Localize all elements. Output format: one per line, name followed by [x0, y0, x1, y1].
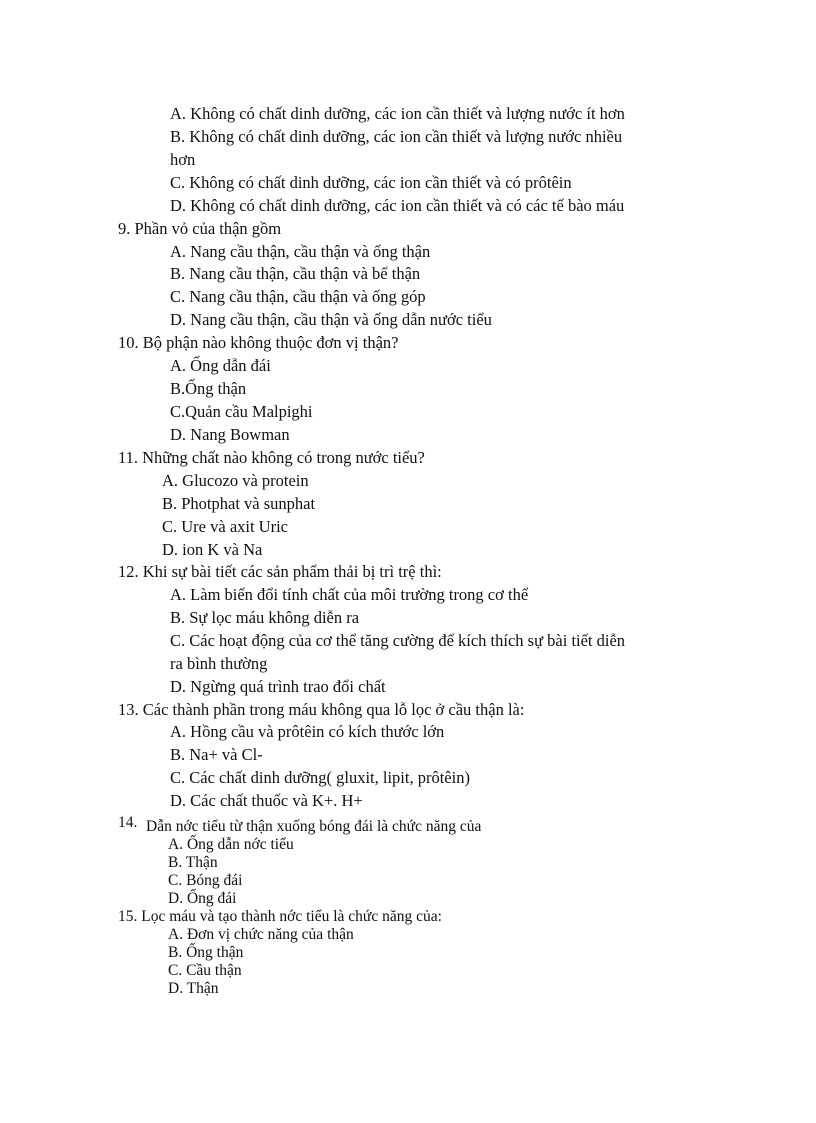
q14-option-d: D. Ống đái — [168, 890, 237, 907]
q12-option-d: D. Ngừng quá trình trao đổi chất — [170, 677, 386, 696]
q13-option-b: B. Na+ và Cl- — [170, 745, 263, 764]
q13-option-a: A. Hồng cầu và prôtêin có kích thước lớn — [170, 722, 445, 741]
q9-question: 9. Phần vỏ của thận gồm — [118, 219, 282, 238]
q11-option-d: D. ion K và Na — [162, 540, 263, 559]
q9-option-a: A. Nang cầu thận, cầu thận và ống thận — [170, 242, 431, 261]
q13-question: 13. Các thành phần trong máu không qua lỗ lọc ở cầu thận là: — [118, 700, 525, 719]
q15-option-a: A. Đơn vị chức năng của thận — [168, 926, 354, 943]
q8-option-b: B. Không có chất dinh dưỡng, các ion cần thiết và lượng nước nhiều — [170, 127, 623, 146]
q11-option-b: B. Photphat và sunphat — [162, 494, 316, 513]
q15-option-d: D. Thận — [168, 980, 219, 997]
q8-option-d: D. Không có chất dinh dưỡng, các ion cần thiết và có các tế bào máu — [170, 196, 625, 215]
q8-option-b-cont: hơn — [170, 150, 196, 169]
q14-option-c: C. Bóng đái — [168, 872, 243, 889]
q10-option-b: B.Ống thận — [170, 379, 247, 398]
q8-option-a: A. Không có chất dinh dưỡng, các ion cần thiết và lượng nước ít hơn — [170, 104, 625, 123]
q13-option-d: D. Các chất thuốc và K+. H+ — [170, 791, 363, 810]
q12-option-b: B. Sự lọc máu không diễn ra — [170, 608, 360, 627]
q12-option-a: A. Làm biến đổi tính chất của môi trường trong cơ thể — [170, 585, 529, 604]
q15-question: 15. Lọc máu và tạo thành nớc tiểu là chức năng của: — [118, 908, 442, 925]
q9-option-d: D. Nang cầu thận, cầu thận và ống dẫn nước tiểu — [170, 310, 492, 329]
q9-option-b: B. Nang cầu thận, cầu thận và bể thận — [170, 264, 421, 283]
q13-option-c: C. Các chất dinh dưỡng( gluxit, lipit, prôtêin) — [170, 768, 470, 787]
q9-option-c: C. Nang cầu thận, cầu thận và ống góp — [170, 287, 426, 306]
q12-option-c-cont: ra bình thường — [170, 654, 268, 673]
q11-question: 11. Những chất nào không có trong nước tiểu? — [118, 448, 425, 467]
q15-option-b: B. Ống thận — [168, 944, 244, 961]
q15-option-c: C. Cầu thận — [168, 962, 242, 979]
q12-option-c: C. Các hoạt động của cơ thể tăng cường để kích thích sự bài tiết diễn — [170, 631, 626, 650]
q14-question: Dẫn nớc tiểu từ thận xuống bóng đái là chức năng của — [146, 818, 482, 835]
q8-option-c: C. Không có chất dinh dưỡng, các ion cần thiết và có prôtêin — [170, 173, 572, 192]
q12-question: 12. Khi sự bài tiết các sản phẩm thải bị trì trệ thì: — [118, 562, 442, 581]
q14-option-b: B. Thận — [168, 854, 218, 871]
q10-option-c: C.Quản cầu Malpighi — [170, 402, 313, 421]
q10-option-a: A. Ống dẫn đái — [170, 356, 271, 375]
q14-number: 14. — [118, 814, 138, 831]
q14-option-a: A. Ống dẫn nớc tiểu — [168, 836, 294, 853]
q10-option-d: D. Nang Bowman — [170, 425, 290, 444]
q11-option-c: C. Ure và axit Uric — [162, 517, 288, 536]
q11-option-a: A. Glucozo và protein — [162, 471, 309, 490]
q10-question: 10. Bộ phận nào không thuộc đơn vị thận? — [118, 333, 399, 352]
